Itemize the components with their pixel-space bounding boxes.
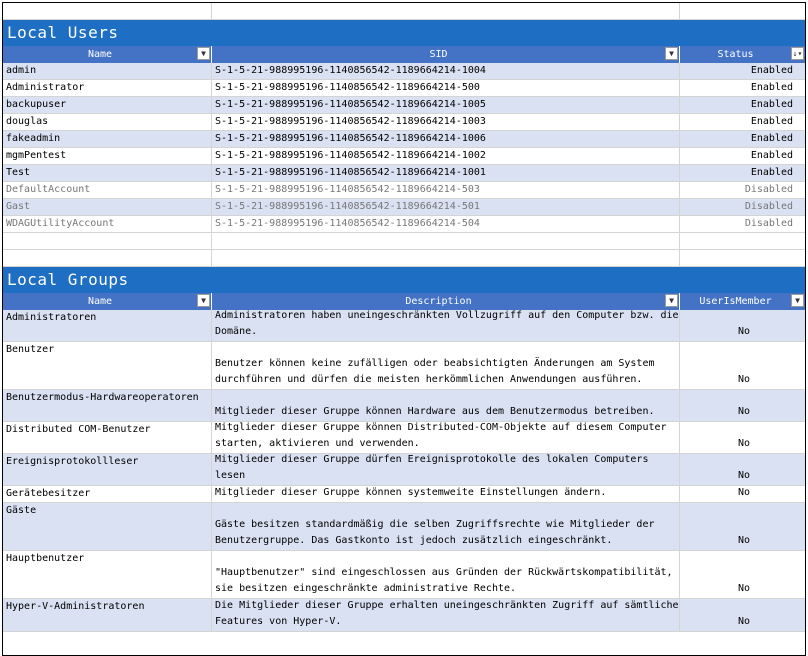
user-status-cell[interactable]: Enabled <box>680 97 805 114</box>
description-line: Mitglieder dieser Gruppe können Distributed-COM-Objekte auf diesem Computer <box>215 422 667 433</box>
group-description-cell[interactable] <box>212 551 680 599</box>
users-header-row <box>3 46 805 63</box>
user-status-cell[interactable]: Disabled <box>680 182 805 199</box>
user-row <box>3 148 805 165</box>
group-name-cell[interactable]: Benutzer <box>3 342 212 390</box>
group-member-cell[interactable]: No <box>680 503 805 551</box>
spreadsheet <box>2 2 806 656</box>
description-line: "Hauptbenutzer" sind eingeschlossen aus Gründen der Rückwärtskompatibilität, <box>215 567 673 578</box>
groups-header-userismember: UserIsMember ▼ <box>680 293 805 310</box>
users-header-name: Name ▼ <box>3 46 212 63</box>
group-member-cell[interactable]: No <box>680 342 805 390</box>
description-line: Mitglieder dieser Gruppe dürfen Ereignisprotokolle des lokalen Computers <box>215 454 649 465</box>
group-row <box>3 342 805 390</box>
description-line: Mitglieder dieser Gruppe können Hardware aus dem Benutzermodus betreiben. <box>215 406 655 417</box>
group-member-cell[interactable]: No <box>680 310 805 342</box>
group-member-cell[interactable]: No <box>680 551 805 599</box>
group-description-cell[interactable] <box>212 310 680 342</box>
group-member-cell[interactable]: No <box>680 390 805 422</box>
group-description-cell[interactable] <box>212 422 680 454</box>
cell[interactable] <box>3 3 212 20</box>
group-name-cell[interactable]: Gäste <box>3 503 212 551</box>
group-description-cell[interactable] <box>212 342 680 390</box>
filter-dropdown-icon[interactable]: ▼ <box>791 294 804 307</box>
group-name-cell[interactable]: Hauptbenutzer <box>3 551 212 599</box>
user-name-cell[interactable]: douglas <box>3 114 212 131</box>
group-name-cell[interactable]: Hyper-V-Administratoren <box>3 599 212 632</box>
user-row <box>3 216 805 233</box>
description-line: starten, aktivieren und verwenden. <box>215 438 420 449</box>
user-row <box>3 63 805 80</box>
description-line: Benutzer können keine zufälligen oder beabsichtigten Änderungen am System <box>215 358 655 369</box>
user-sid-cell[interactable]: S-1-5-21-988995196-1140856542-1189664214-1001 <box>212 165 680 182</box>
user-status-cell[interactable]: Enabled <box>680 165 805 182</box>
user-sid-cell[interactable]: S-1-5-21-988995196-1140856542-1189664214-501 <box>212 199 680 216</box>
group-name-cell[interactable]: Gerätebesitzer <box>3 486 212 503</box>
user-name-cell[interactable]: mgmPentest <box>3 148 212 165</box>
group-name-cell[interactable]: Ereignisprotokollleser <box>3 454 212 486</box>
users-header-sid: SID ▼ <box>212 46 680 63</box>
user-status-cell[interactable]: Enabled <box>680 131 805 148</box>
cell[interactable] <box>212 250 680 267</box>
cell[interactable] <box>212 3 680 20</box>
user-name-cell[interactable]: WDAGUtilityAccount <box>3 216 212 233</box>
user-status-cell[interactable]: Enabled <box>680 114 805 131</box>
user-sid-cell[interactable]: S-1-5-21-988995196-1140856542-1189664214-1003 <box>212 114 680 131</box>
cell[interactable] <box>680 233 805 250</box>
user-name-cell[interactable]: Gast <box>3 199 212 216</box>
cell[interactable] <box>3 233 212 250</box>
user-sid-cell[interactable]: S-1-5-21-988995196-1140856542-1189664214-1006 <box>212 131 680 148</box>
user-row <box>3 97 805 114</box>
filter-dropdown-icon[interactable]: ▼ <box>197 294 210 307</box>
group-row <box>3 599 805 632</box>
group-description-cell[interactable] <box>212 454 680 486</box>
group-row <box>3 486 805 503</box>
user-status-cell[interactable]: Enabled <box>680 148 805 165</box>
groups-header-name: Name ▼ <box>3 293 212 310</box>
sort-descending-filter-icon[interactable]: ↓▾ <box>792 49 803 58</box>
user-row <box>3 114 805 131</box>
description-line: lesen <box>215 470 246 481</box>
description-line: Gäste besitzen standardmäßig die selben Zugriffsrechte wie Mitglieder der <box>215 519 655 530</box>
user-status-cell[interactable]: Enabled <box>680 63 805 80</box>
description-line: Benutzergruppe. Das Gastkonto ist jedoch zusätzlich eingeschränkt. <box>215 535 613 546</box>
group-name-cell[interactable]: Administratoren <box>3 310 212 342</box>
cell[interactable] <box>680 250 805 267</box>
filter-dropdown-icon[interactable]: ▼ <box>197 47 210 60</box>
filter-dropdown-icon[interactable]: ▼ <box>665 294 678 307</box>
description-line: Administratoren haben uneingeschränkten Vollzugriff auf den Computer bzw. die <box>215 310 679 321</box>
group-description-cell[interactable] <box>212 599 680 632</box>
users-table-body <box>3 63 805 233</box>
user-status-cell[interactable]: Disabled <box>680 216 805 233</box>
description-line: Die Mitglieder dieser Gruppe erhalten uneingeschränkten Zugriff auf sämtliche <box>215 600 679 611</box>
user-status-cell[interactable]: Enabled <box>680 80 805 97</box>
empty-row <box>3 250 805 267</box>
group-member-cell[interactable]: No <box>680 422 805 454</box>
group-row <box>3 454 805 486</box>
description-line: sie besitzen eingeschränkte administrative Rechte. <box>215 583 517 594</box>
user-status-cell[interactable]: Disabled <box>680 199 805 216</box>
cell[interactable] <box>3 250 212 267</box>
user-name-cell[interactable]: DefaultAccount <box>3 182 212 199</box>
user-sid-cell[interactable]: S-1-5-21-988995196-1140856542-1189664214-1005 <box>212 97 680 114</box>
group-row <box>3 422 805 454</box>
user-row <box>3 199 805 216</box>
group-description-cell[interactable] <box>212 486 680 503</box>
description-line: Mitglieder dieser Gruppe können systemweite Einstellungen ändern. <box>215 487 607 498</box>
user-name-cell[interactable]: admin <box>3 63 212 80</box>
user-sid-cell[interactable]: S-1-5-21-988995196-1140856542-1189664214-503 <box>212 182 680 199</box>
cell[interactable] <box>212 233 680 250</box>
empty-row <box>3 3 805 20</box>
users-header-status: Status ↓▾ <box>717 49 803 60</box>
groups-header-row <box>3 293 805 310</box>
group-member-cell[interactable]: No <box>680 486 805 503</box>
groups-section-title: Local Groups <box>3 267 805 293</box>
user-name-cell[interactable]: fakeadmin <box>3 131 212 148</box>
user-row <box>3 131 805 148</box>
groups-table-body <box>3 310 805 632</box>
description-line: Features von Hyper-V. <box>215 616 342 627</box>
group-member-cell[interactable]: No <box>680 599 805 632</box>
description-line: durchführen und dürfen die meisten herkömmlichen Anwendungen ausführen. <box>215 374 643 385</box>
user-name-cell[interactable]: Administrator <box>3 80 212 97</box>
group-row <box>3 503 805 551</box>
user-sid-cell[interactable]: S-1-5-21-988995196-1140856542-1189664214-1002 <box>212 148 680 165</box>
group-row <box>3 551 805 599</box>
user-row <box>3 165 805 182</box>
description-line: Domäne. <box>215 326 258 337</box>
filter-dropdown-icon[interactable]: ▼ <box>665 47 678 60</box>
user-name-cell[interactable]: Test <box>3 165 212 182</box>
group-member-cell[interactable]: No <box>680 454 805 486</box>
user-name-cell[interactable]: backupuser <box>3 97 212 114</box>
groups-header-description: Description ▼ <box>212 293 680 310</box>
cell[interactable] <box>680 3 805 20</box>
users-section-title: Local Users <box>3 20 805 46</box>
group-description-cell[interactable] <box>212 503 680 551</box>
user-sid-cell[interactable]: S-1-5-21-988995196-1140856542-1189664214-1004 <box>212 63 680 80</box>
group-row <box>3 310 805 342</box>
group-description-cell[interactable] <box>212 390 680 422</box>
user-sid-cell[interactable]: S-1-5-21-988995196-1140856542-1189664214-504 <box>212 216 680 233</box>
user-row <box>3 182 805 199</box>
group-row <box>3 390 805 422</box>
group-name-cell[interactable]: Distributed COM-Benutzer <box>3 422 212 454</box>
user-sid-cell[interactable]: S-1-5-21-988995196-1140856542-1189664214-500 <box>212 80 680 97</box>
empty-row <box>3 233 805 250</box>
user-row <box>3 80 805 97</box>
group-name-cell[interactable]: Benutzermodus-Hardwareoperatoren <box>3 390 212 422</box>
